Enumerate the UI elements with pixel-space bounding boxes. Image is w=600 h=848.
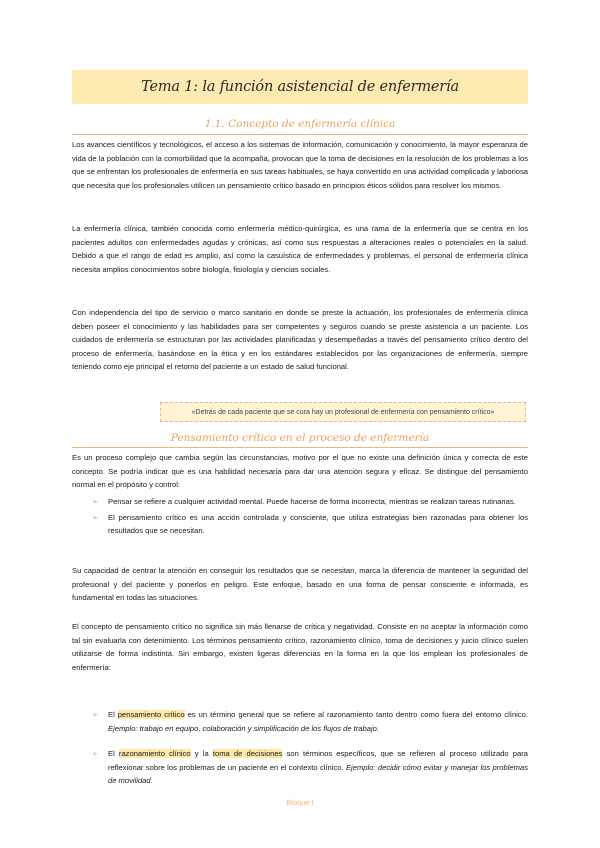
paragraph: Su capacidad de centrar la atención en conseguir los resultados que se necesitan, marca la diferencia de mantener la seguridad del profesional y del paciente y ponerlos en peligro. Este enfoque, basado en una forma de pensar consciente e informada, es fundamental en todas las situaciones. [72,566,528,602]
list-item: ➢ El razonamiento clínico y la toma de decisiones son términos específicos, que se refieren al proceso utilizado para reflexionar sobre los problemas de un paciente en el contexto clínico. Ejemplo: decidir cómo evitar y manejar los problemas de movilidad. [92,749,528,785]
page-title: Tema 1: la función asistencial de enfermería [141,79,459,95]
highlighted-term: pensamiento crítico [117,710,185,719]
page-footer: Bloque I [286,798,314,807]
example-text: Ejemplo: trabajo en equipo, colaboración y simplificación de los flujos de trabajo. [108,723,379,733]
list-item: ➢ Pensar se refiere a cualquier actividad mental. Puede hacerse de forma incorrecta, mientras se realizan tareas rutinarias. [92,495,528,509]
section-rule [72,134,528,135]
list-item: ➢ El pensamiento crítico es una acción controlada y consciente, que utiliza estrategias bien razonadas para obtener los resultados que se necesitan. [92,512,528,535]
example-text: Ejemplo: decidir cómo evitar y manejar los problemas de movilidad. [108,762,528,785]
bullet-arrow-icon: ➢ [92,749,99,758]
paragraph: La enfermería clínica, también conocida como enfermería médico-quirúrgica, es una rama de la enfermería que se centra en los pacientes adultos con enfermedades agudas y crónicas, así como sus respuestas a alteraciones reales o potenciales en la salud. Debido a que el rango de edad es amplio, así como la casuística de enfermedades y problemas, el personal de enfermería clínica necesita amplios conocimientos sobre biología, fisiología y ciencias sociales. [72,224,528,274]
quote-text: «Detrás de cada paciente que se cura hay un profesional de enfermería con pensamiento crítico» [191,408,495,416]
paragraph: Los avances científicos y tecnológicos, el acceso a los sistemas de información, comunicación y conocimiento, la mayor esperanza de vida de la población con la comorbilidad que la acompaña, provocan que la toma de decisiones en la resolución de los problemas a los que se enfrentan los profesionales de enfermería en sus tareas habituales, se haya convertido en una actividad complicada y laboriosa que necesita que los profesionales utilicen un pensamiento crítico basado en principios éticos sólidos para resolver los mismos. [72,140,528,190]
bullet-list [92,495,528,538]
paragraph: Con independencia del tipo de servicio o marco sanitario en donde se preste la actuación, los profesionales de enfermería clínica deben poseer el conocimiento y las habilidades para ser competentes y seguros cuando se preste asistencia a un paciente. Los cuidados de enfermería se estructuran por las actividades planificadas y desempeñadas a través del pensamiento crítico dentro del proceso de enfermería, basándose en la ética y en los estándares establecidos por las organizaciones de enfermería, siempre teniendo como eje principal el retorno del paciente a un estado de salud funcional. [72,308,528,371]
highlighted-term: razonamiento clínico [118,749,191,758]
section-heading-concepto: 1.1. Concepto de enfermería clínica [204,118,396,130]
bullet-arrow-icon: ➢ [92,710,99,719]
bullet-arrow-icon: ➢ [92,497,99,506]
highlighted-term: toma de decisiones [212,749,283,758]
paragraph: El concepto de pensamiento crítico no significa sin más llenarse de crítica y negatividad. Consiste en no aceptar la información como tal sin evaluarla con detenimiento. Los términos pensamiento crítico, razonamiento clínico, toma de decisiones y juicio clínico suelen utilizarse de forma indistinta. Sin embargo, existen ligeras diferencias en la forma en la que los emplean los profesionales de enfermería: [72,622,528,672]
title-banner [72,70,528,104]
section-rule [72,447,528,448]
list-item: ➢ El pensamiento crítico es un término general que se refiere al razonamiento tanto dentro como fuera del entorno clínico. Ejemplo: trabajo en equipo, colaboración y simplificación de los flujos de trabajo. [92,710,528,733]
bullet-list [92,708,528,788]
quote-box [160,402,526,422]
paragraph: Es un proceso complejo que cambia según las circunstancias, motivo por el que no existe una definición única y correcta de este concepto. Se podría indicar que es una habilidad necesaria para dar una atención segura y eficaz. Se distingue del pensamiento normal en el propósito y control: [72,453,528,489]
bullet-arrow-icon: ➢ [92,512,99,522]
section-heading-pensamiento: Pensamiento crítico en el proceso de enfermería [170,432,430,444]
